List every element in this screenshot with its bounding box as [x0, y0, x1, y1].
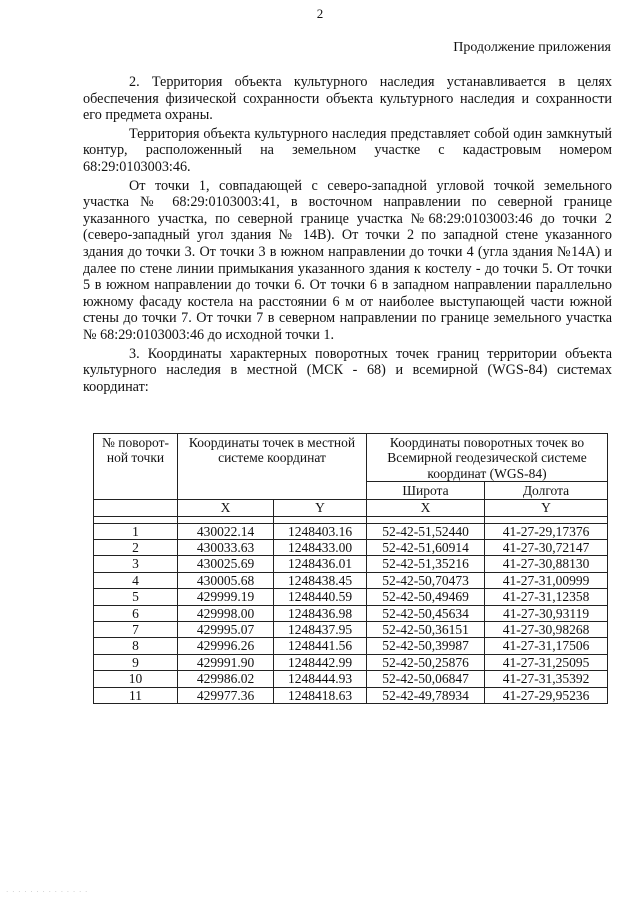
- cell-lat: 52-42-51,52440: [367, 523, 485, 539]
- cell-y: 1248418.63: [274, 687, 367, 703]
- paragraph-boundary-description: От точки 1, совпадающей с северо-западной угловой точкой земельного участка № 68:29:0103003:41, в восточном направлении по северной границе указанного участка, по северной границе участка №68:29:0103003:46 до точки 2 (северо-западный угол здания № 14В). От точки 2 по западной стене указанного здания до точки 3. От точки 3 в южном направлении до точки 4 (угла здания №14А) и далее по стене линии примыкания указанного здания к костелу - до точки 5. От точки 5 в южном направлении до точки 6. От точки 6 в западном направлении параллельно южному фасаду костела на расстоянии 6 м от наиболее выступающей части южной стены до точки 7. От точки 7 в северном направлении по границе земельного участка № 68:29:0103003:46 до исходной точки 1.: [83, 177, 612, 343]
- paragraph-coordinates-intro: 3. Координаты характерных поворотных точек границ территории объекта культурного наследия в местной (МСК - 68) и всемирной (WGS-84) системах координат:: [83, 345, 612, 395]
- header-point-number: № поворот-ной точки: [94, 434, 178, 500]
- cell-x: 429996.26: [178, 638, 274, 654]
- cell-lat: 52-42-50,49469: [367, 589, 485, 605]
- header-longitude: Долгота: [485, 482, 608, 499]
- cell-lon: 41-27-30,88130: [485, 556, 608, 572]
- table-row: [94, 589, 608, 605]
- cell-x: 429998.00: [178, 605, 274, 621]
- cell-x: 430022.14: [178, 523, 274, 539]
- cell-n: 10: [94, 671, 178, 687]
- cell-lon: 41-27-31,17506: [485, 638, 608, 654]
- paragraph-territory: 2. Территория объекта культурного наследия устанавливается в целях обеспечения физической сохранности объекта культурного наследия и сохранности его предмета охраны.: [83, 74, 612, 124]
- cell-lat: 52-42-50,39987: [367, 638, 485, 654]
- cell-y: 1248441.56: [274, 638, 367, 654]
- cell-n: 2: [94, 540, 178, 556]
- cell-lat: 52-42-50,45634: [367, 605, 485, 621]
- table-spacer-row: [94, 516, 608, 523]
- cell-x: 429999.19: [178, 589, 274, 605]
- header-wgs-coordinates: Координаты поворотных точек во Всемирной геодезической системе координат (WGS-84): [367, 434, 608, 482]
- header-local-coordinates: Координаты точек в местной системе координат: [178, 434, 367, 500]
- cell-lon: 41-27-31,12358: [485, 589, 608, 605]
- cell-lat: 52-42-51,35216: [367, 556, 485, 572]
- cell-n: 3: [94, 556, 178, 572]
- cell-n: 8: [94, 638, 178, 654]
- cell-lon: 41-27-31,35392: [485, 671, 608, 687]
- cell-lat: 52-42-50,06847: [367, 671, 485, 687]
- cell-x: 430033.63: [178, 540, 274, 556]
- continuation-label: Продолжение приложения: [453, 40, 611, 55]
- cell-lat: 52-42-50,25876: [367, 654, 485, 670]
- cell-lat: 52-42-50,36151: [367, 622, 485, 638]
- header-empty-cell: [94, 499, 178, 516]
- table-row: [94, 572, 608, 588]
- header-wgs-x: X: [367, 499, 485, 516]
- paragraph-contour: Территория объекта культурного наследия представляет собой один замкнутый контур, расположенный на земельном участке с кадастровым номером 68:29:0103003:46.: [83, 125, 612, 175]
- cell-y: 1248433.00: [274, 540, 367, 556]
- cell-y: 1248436.01: [274, 556, 367, 572]
- table-header-row: [94, 434, 608, 482]
- cell-n: 1: [94, 523, 178, 539]
- cell-lat: 52-42-51,60914: [367, 540, 485, 556]
- table-row: [94, 540, 608, 556]
- cell-y: 1248437.95: [274, 622, 367, 638]
- cell-lat: 52-42-49,78934: [367, 687, 485, 703]
- scan-footer-mark: · · · · · · · · · · · · · ·: [6, 888, 89, 896]
- table-header-axes-row: [94, 499, 608, 516]
- cell-lon: 41-27-31,00999: [485, 572, 608, 588]
- cell-x: 430025.69: [178, 556, 274, 572]
- table-row: [94, 605, 608, 621]
- cell-y: 1248440.59: [274, 589, 367, 605]
- cell-y: 1248438.45: [274, 572, 367, 588]
- header-latitude: Широта: [367, 482, 485, 499]
- cell-x: 429977.36: [178, 687, 274, 703]
- header-wgs-y: Y: [485, 499, 608, 516]
- cell-n: 9: [94, 654, 178, 670]
- cell-y: 1248403.16: [274, 523, 367, 539]
- cell-n: 6: [94, 605, 178, 621]
- cell-n: 5: [94, 589, 178, 605]
- cell-x: 429986.02: [178, 671, 274, 687]
- table-row: [94, 671, 608, 687]
- cell-lat: 52-42-50,70473: [367, 572, 485, 588]
- table-row: [94, 638, 608, 654]
- cell-lon: 41-27-30,93119: [485, 605, 608, 621]
- cell-lon: 41-27-29,95236: [485, 687, 608, 703]
- page-number: 2: [316, 6, 324, 21]
- cell-y: 1248442.99: [274, 654, 367, 670]
- cell-lon: 41-27-31,25095: [485, 654, 608, 670]
- cell-y: 1248444.93: [274, 671, 367, 687]
- cell-y: 1248436.98: [274, 605, 367, 621]
- body-text: [83, 74, 612, 397]
- cell-x: 429991.90: [178, 654, 274, 670]
- table-row: [94, 687, 608, 703]
- cell-lon: 41-27-30,72147: [485, 540, 608, 556]
- header-local-x: X: [178, 499, 274, 516]
- cell-n: 11: [94, 687, 178, 703]
- cell-n: 7: [94, 622, 178, 638]
- table-row: [94, 523, 608, 539]
- table-row: [94, 654, 608, 670]
- table-row: [94, 556, 608, 572]
- cell-lon: 41-27-30,98268: [485, 622, 608, 638]
- header-local-y: Y: [274, 499, 367, 516]
- cell-x: 429995.07: [178, 622, 274, 638]
- cell-lon: 41-27-29,17376: [485, 523, 608, 539]
- table-row: [94, 622, 608, 638]
- cell-n: 4: [94, 572, 178, 588]
- cell-x: 430005.68: [178, 572, 274, 588]
- coordinates-table: [93, 433, 608, 704]
